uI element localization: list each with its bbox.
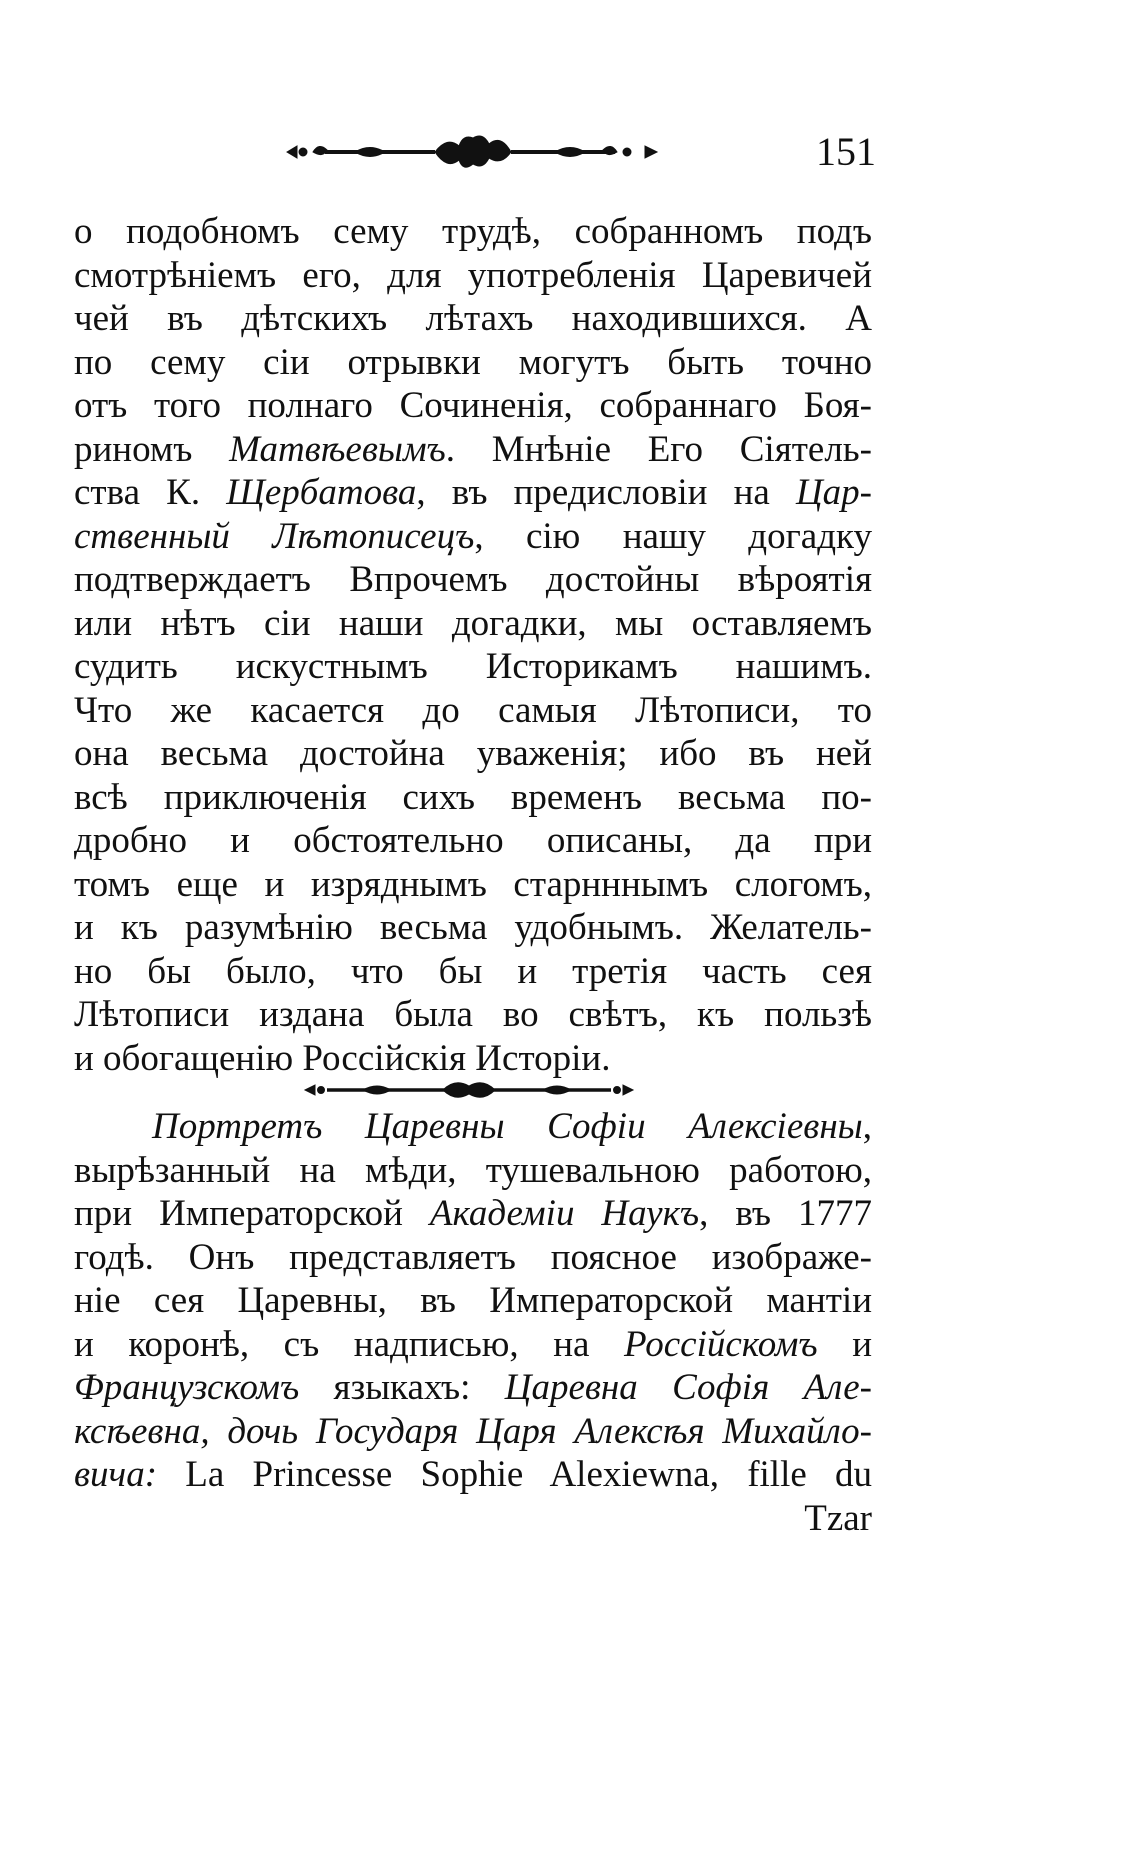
text-segment: риномъ [74,428,230,470]
italic-text: ксѣевна, дочь Государя Царя Алексѣя Михайло- [74,1410,872,1452]
text-segment: Tzar [804,1497,872,1539]
text-line [74,341,872,385]
text-line [74,732,872,776]
text-segment: La Princesse Sophie Alexiewna, fille du [157,1454,872,1495]
text-segment: смотрѣніемъ его, для употребленія Царевичей [74,254,872,296]
text-line [74,254,872,298]
text-line [74,776,872,820]
text-segment: всѣ приключенія сихъ временъ весьма по- [74,776,872,818]
text-line [74,1279,872,1323]
text-segment: она весьма достойна уваженія; ибо въ ней [74,733,872,774]
italic-text: Россійскомъ [624,1323,818,1365]
text-line [74,1410,872,1454]
italic-text: Царевна Софія Але- [504,1367,872,1408]
text-segment: дробно и обстоятельно описаны, да при [74,820,872,861]
text-segment: и коронѣ, съ надписью, на [74,1323,624,1365]
text-line [74,1149,872,1193]
text-segment: судить искустнымъ Историкамъ нашимъ. [74,646,872,687]
italic-text: вича: [74,1454,158,1495]
text-line [74,558,872,602]
section-divider-ornament [303,1075,635,1105]
text-line [74,1323,872,1367]
text-segment: , въ 1777 [699,1193,872,1234]
text-line [74,1366,872,1410]
text-line [74,428,872,472]
text-segment: языкахъ: [299,1367,505,1408]
text-segment: и обогащенію Россійскія Исторіи. [74,1037,611,1079]
text-segment: и [817,1323,872,1365]
text-line [74,1497,872,1541]
italic-text: Матвѣевымъ [229,428,446,470]
text-line [74,1236,872,1280]
text-segment: и къ разумѣнію весьма удобнымъ. Желатель- [74,907,872,948]
text-line [74,993,872,1037]
text-segment: или нѣтъ сіи наши догадки, мы оставляемъ [74,602,872,644]
text-line [74,950,872,994]
text-line [74,515,872,559]
italic-text: Французскомъ [74,1367,300,1408]
text-line [74,1037,872,1081]
text-segment: томъ еще и изряднымъ старнннымъ слогомъ, [74,863,872,905]
text-segment: ніе сея Царевны, въ Императорской мантіи [74,1280,872,1321]
text-segment: Лѣтописи издана была во свѣтъ, къ пользѣ [74,994,872,1035]
text-line [74,384,872,428]
text-line [74,819,872,863]
text-line [74,297,872,341]
italic-text: Щербатова [226,472,417,513]
italic-text: Академіи Наукъ [429,1193,700,1234]
text-segment: по сему сіи отрывки могутъ быть точно [74,341,872,383]
italic-text: Цар- [795,472,872,513]
text-segment: но бы было, что бы и третія часть сея [74,950,872,992]
page-number: 151 [816,129,876,174]
text-line [74,863,872,907]
text-line [74,602,872,646]
text-segment: при Императорской [74,1193,430,1234]
text-line [74,1105,872,1149]
text-segment: годѣ. Онъ представляетъ поясное изображе- [74,1236,872,1278]
text-segment: отъ того полнаго Сочиненія, собраннаго Боя- [74,385,872,426]
text-segment: ства К. [74,472,227,513]
text-segment: вырѣзанный на мѣди, тушевальною работою, [74,1149,872,1191]
text-segment: о подобномъ сему трудѣ, собранномъ подъ [74,211,872,252]
text-line [74,1192,872,1236]
text-line [74,906,872,950]
text-line [74,1453,872,1497]
text-segment: Что же касается до самыя Лѣтописи, то [74,689,872,731]
text-segment: . Мнѣніе Его Сіятель- [445,428,872,470]
italic-text: Портретъ Царевны Софіи Алексіевны [152,1106,863,1147]
text-line [74,689,872,733]
text-segment: , сію нашу догадку [474,515,872,557]
text-segment: чей въ дѣтскихъ лѣтахъ находившихся. А [74,298,872,339]
italic-text: ственный Лѣтописецъ [74,515,475,557]
text-segment: подтверждаетъ Впрочемъ достойны вѣроятія [74,559,872,600]
paragraph-portrait [74,1105,872,1540]
text-segment: , въ предисловіи на [416,472,796,513]
paragraph-main [74,210,872,1080]
text-line [74,210,872,254]
text-line [74,645,872,689]
text-line [74,471,872,515]
text-segment: , [862,1106,872,1147]
headpiece-ornament [285,132,659,172]
